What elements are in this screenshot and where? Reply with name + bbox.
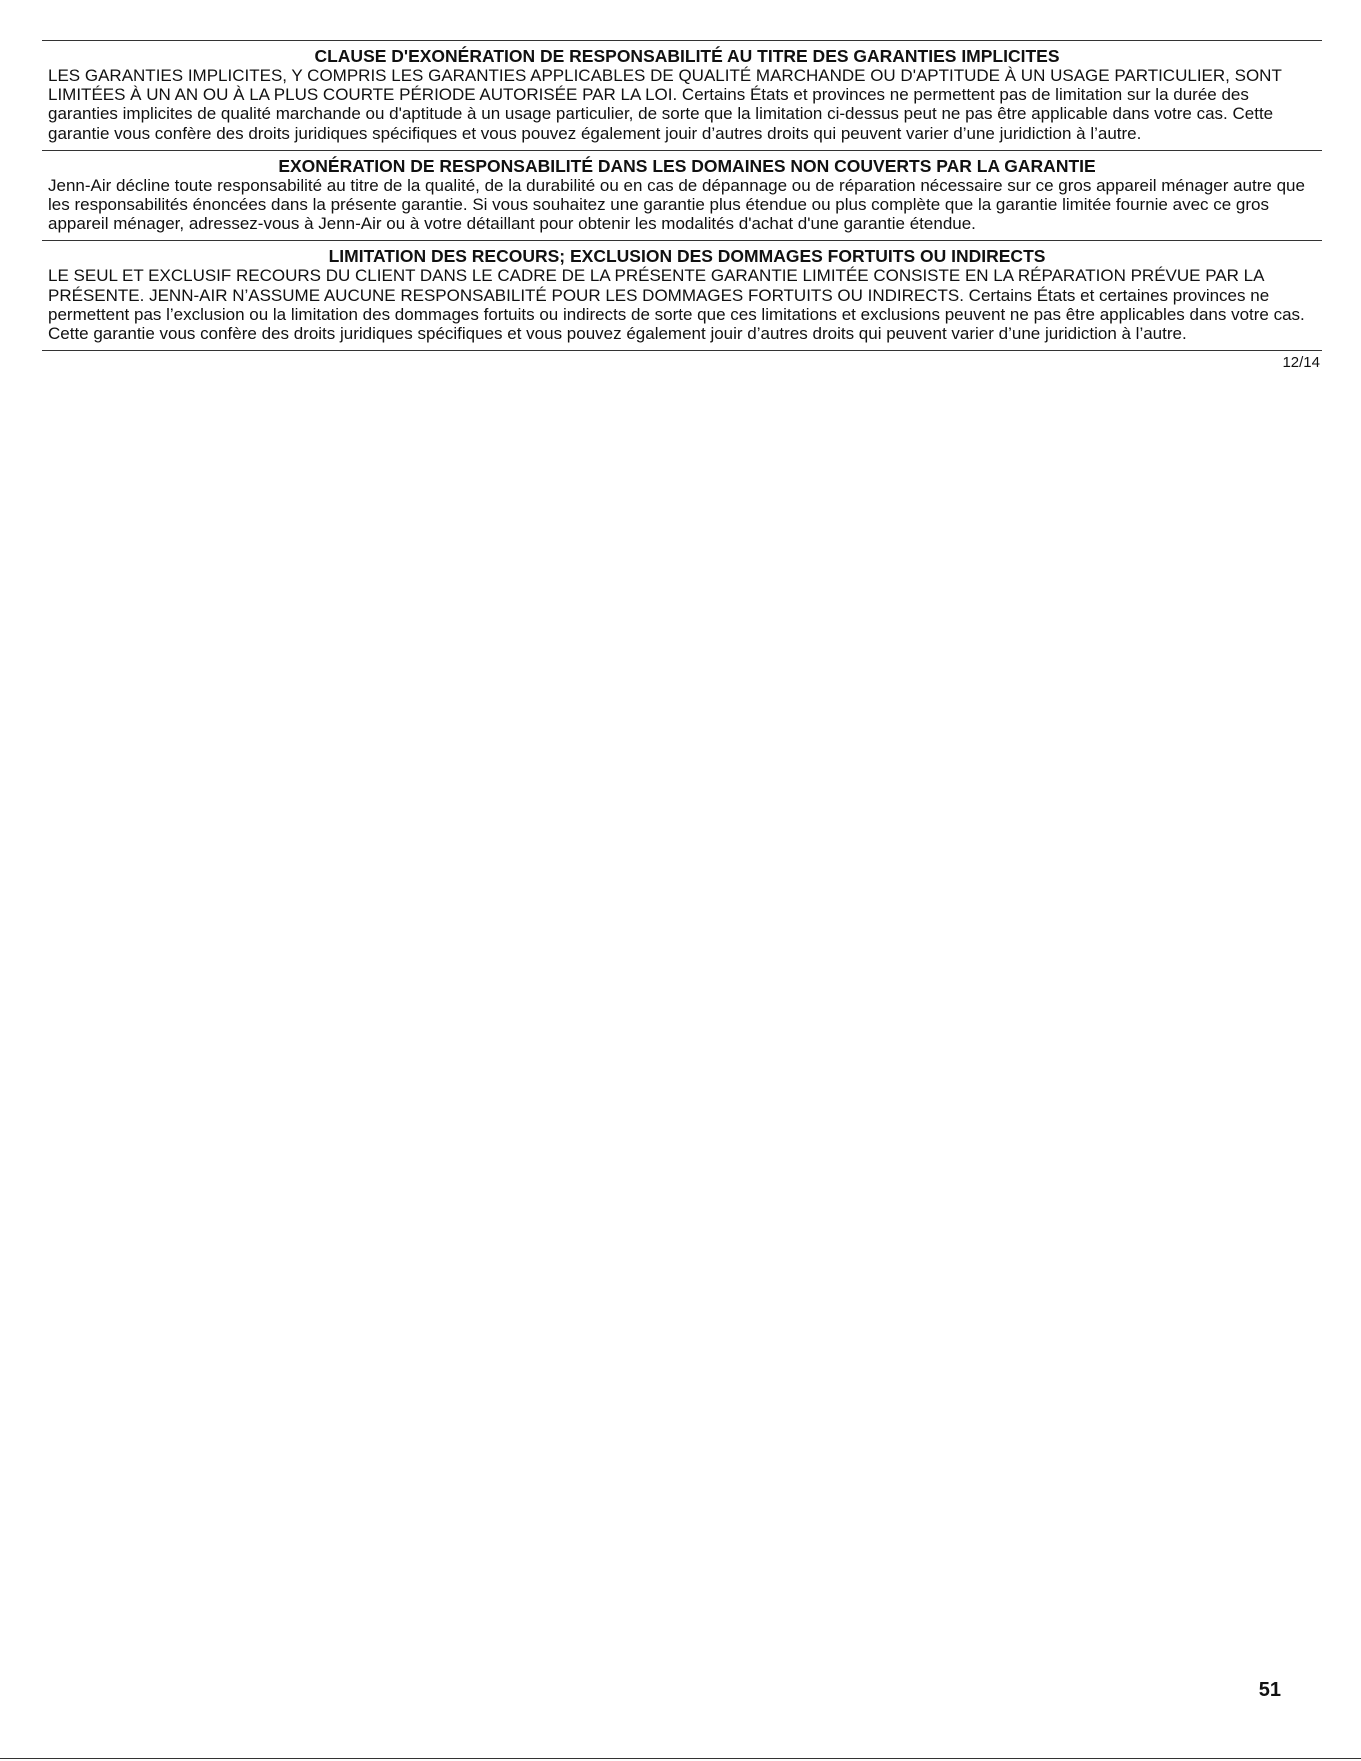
section-title: LIMITATION DES RECOURS; EXCLUSION DES DOMMAGES FORTUITS OU INDIRECTS: [328, 246, 1046, 267]
page-number: 51: [1258, 1679, 1281, 1701]
page-bottom-border: [0, 1758, 1361, 1759]
section-title: CLAUSE D'EXONÉRATION DE RESPONSABILITÉ AU TITRE DES GARANTIES IMPLICITES: [314, 46, 1060, 66]
revision-code: 12/14: [1282, 354, 1320, 372]
section-body: Jenn-Air décline toute responsabilité au titre de la qualité, de la durabilité ou en cas de dépannage ou de réparation nécessaire sur ce gros appareil ménager autre que les responsabilités énoncées dans la présente garantie. Si vous souhaitez une garantie plus étendue ou plus complète que la garantie limitée fournie avec ce gros appareil ménager, adressez-vous à Jenn-Air ou à votre détaillant pour obtenir les modalités d'achat d'une garantie étendue.: [48, 175, 1305, 234]
section-title: EXONÉRATION DE RESPONSABILITÉ DANS LES DOMAINES NON COUVERTS PAR LA GARANTIE: [278, 155, 1096, 176]
section-body: LE SEUL ET EXCLUSIF RECOURS DU CLIENT DANS LE CADRE DE LA PRÉSENTE GARANTIE LIMITÉE CONSISTE EN LA RÉPARATION PRÉVUE PAR LA PRÉSENTE. JENN-AIR N’ASSUME AUCUNE RESPONSABILITÉ POUR LES DOMMAGES FORTUITS OU INDIRECTS. Certains États et certaines provinces ne permettent pas l’exclusion ou la limitation des dommages fortuits ou indirects de sorte que ces limitations et exclusions peuvent ne pas être applicables dans votre cas. Cette garantie vous confère des droits juridiques spécifiques et vous pouvez également jouir d’autres droits qui peuvent varier d’une juridiction à l’autre.: [48, 266, 1305, 344]
implied-warranties-disclaimer-section: [42, 40, 1322, 150]
section-body: LES GARANTIES IMPLICITES, Y COMPRIS LES GARANTIES APPLICABLES DE QUALITÉ MARCHANDE OU D'APTITUDE À UN USAGE PARTICULIER, SONT LIMITÉES À UN AN OU À LA PLUS COURTE PÉRIODE AUTORISÉE PAR LA LOI. Certains États et provinces ne permettent pas de limitation sur la durée des garanties implicites de qualité marchande ou d'aptitude à un usage particulier, de sorte que la limitation ci-dessus peut ne pas être applicable dans votre cas. Cette garantie vous confère des droits juridiques spécifiques et vous pouvez également jouir d’autres droits qui peuvent varier d’une juridiction à l’autre.: [48, 66, 1282, 143]
section-divider: [42, 350, 1322, 351]
warranty-document: [42, 40, 1322, 373]
uncovered-domains-disclaimer-section: [42, 150, 1322, 241]
limitation-of-remedies-section: [42, 240, 1322, 350]
